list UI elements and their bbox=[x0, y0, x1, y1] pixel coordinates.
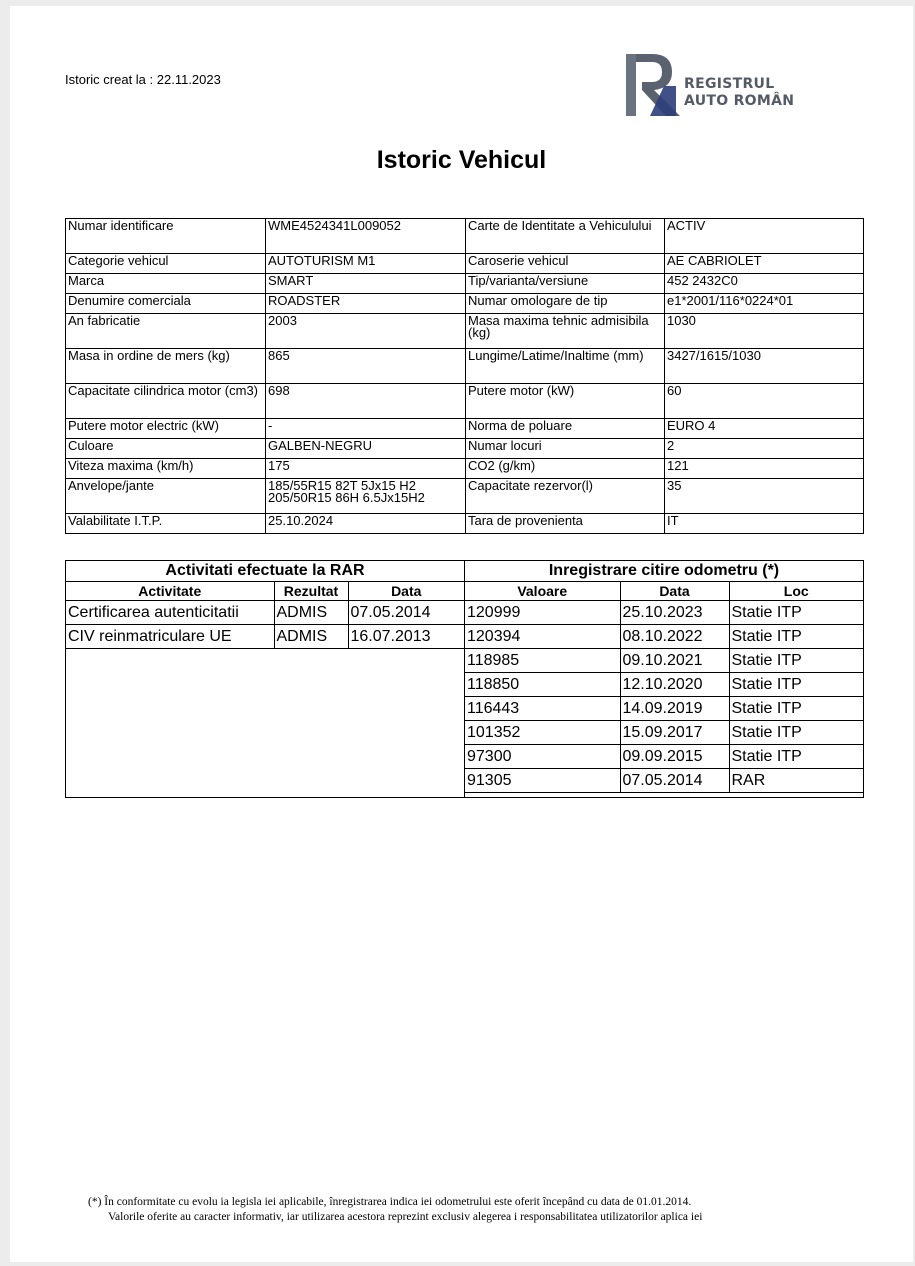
odometer-cell: Statie ITP bbox=[729, 649, 863, 673]
info-label: Capacitate cilindrica motor (cm3) bbox=[66, 384, 266, 419]
odometer-cell: Statie ITP bbox=[729, 697, 863, 721]
odometer-header: Data bbox=[620, 582, 729, 601]
info-row bbox=[66, 274, 864, 294]
info-label: Lungime/Latime/Inaltime (mm) bbox=[466, 349, 665, 384]
info-label: Capacitate rezervor(l) bbox=[466, 479, 665, 514]
page-title: Istoric Vehicul bbox=[376, 146, 547, 174]
info-value: 175 bbox=[266, 459, 466, 479]
activities-header: Rezultat bbox=[274, 582, 348, 601]
info-label: Tip/varianta/versiune bbox=[466, 274, 665, 294]
info-value: 35 bbox=[664, 479, 863, 514]
info-label: Numar identificare bbox=[66, 219, 266, 254]
odometer-section bbox=[465, 561, 863, 797]
odometer-cell: 12.10.2020 bbox=[620, 673, 729, 697]
activities-header: Activitate bbox=[66, 582, 274, 601]
odometer-cell: 25.10.2023 bbox=[620, 601, 729, 625]
info-label: Masa in ordine de mers (kg) bbox=[66, 349, 266, 384]
info-value: 698 bbox=[266, 384, 466, 419]
activities-cell: ADMIS bbox=[274, 601, 348, 625]
info-label: Carte de Identitate a Vehiculului bbox=[466, 219, 665, 254]
activities-cell: CIV reinmatriculare UE bbox=[66, 625, 274, 649]
activities-cell: ADMIS bbox=[274, 625, 348, 649]
odometer-cell: 08.10.2022 bbox=[620, 625, 729, 649]
activities-title: Activitati efectuate la RAR bbox=[66, 561, 464, 582]
odometer-header: Valoare bbox=[465, 582, 620, 601]
odometer-cell: 118850 bbox=[465, 673, 620, 697]
vehicle-info-table bbox=[65, 218, 864, 534]
info-label: Norma de poluare bbox=[466, 419, 665, 439]
odometer-cell: 101352 bbox=[465, 721, 620, 745]
info-value: 60 bbox=[664, 384, 863, 419]
info-value: - bbox=[266, 419, 466, 439]
info-value: GALBEN-NEGRU bbox=[266, 439, 466, 459]
info-label: Denumire comerciala bbox=[66, 294, 266, 314]
info-label: An fabricatie bbox=[66, 314, 266, 349]
info-row bbox=[66, 439, 864, 459]
odometer-cell: 14.09.2019 bbox=[620, 697, 729, 721]
info-label: Putere motor electric (kW) bbox=[66, 419, 266, 439]
odometer-cell: 09.10.2021 bbox=[620, 649, 729, 673]
odometer-cell: Statie ITP bbox=[729, 721, 863, 745]
activities-cell: Certificarea autenticitatii bbox=[66, 601, 274, 625]
info-row bbox=[66, 349, 864, 384]
table-row bbox=[66, 625, 464, 649]
info-value: EURO 4 bbox=[664, 419, 863, 439]
info-row bbox=[66, 254, 864, 274]
info-label: Numar omologare de tip bbox=[466, 294, 665, 314]
info-value: ROADSTER bbox=[266, 294, 466, 314]
odometer-cell: 116443 bbox=[465, 697, 620, 721]
table-row bbox=[465, 673, 863, 697]
info-label: Masa maxima tehnic admisibila (kg) bbox=[466, 314, 665, 349]
activities-header: Data bbox=[348, 582, 464, 601]
info-value: 2 bbox=[664, 439, 863, 459]
info-row bbox=[66, 479, 864, 514]
info-label: CO2 (g/km) bbox=[466, 459, 665, 479]
odometer-cell: 15.09.2017 bbox=[620, 721, 729, 745]
info-row bbox=[66, 314, 864, 349]
activities-cell: 07.05.2014 bbox=[348, 601, 464, 625]
info-value: WME4524341L009052 bbox=[266, 219, 466, 254]
rar-logo bbox=[624, 46, 834, 120]
rar-logo-icon bbox=[624, 46, 684, 120]
info-value: e1*2001/116*0224*01 bbox=[664, 294, 863, 314]
odometer-header: Loc bbox=[729, 582, 863, 601]
info-label: Numar locuri bbox=[466, 439, 665, 459]
table-row bbox=[465, 769, 863, 793]
table-row bbox=[465, 601, 863, 625]
table-row bbox=[465, 649, 863, 673]
odometer-cell: 07.05.2014 bbox=[620, 769, 729, 793]
info-value: 25.10.2024 bbox=[266, 514, 466, 534]
document-page bbox=[10, 6, 913, 1262]
info-value: 185/55R15 82T 5Jx15 H2 205/50R15 86H 6.5Jx15H2 bbox=[266, 479, 466, 514]
odometer-cell: 120999 bbox=[465, 601, 620, 625]
footnote: (*) În conformitate cu evolu ia legisla iei aplicabile, înregistrarea indica iei odometrului este oferit începând cu data de 01.01.2014. Valorile oferite au caracter informativ, iar utilizarea acestora reprezint exclusiv alegerea i responsabilitatea utilizatorilor aplica iei bbox=[88, 1196, 703, 1223]
rar-logo-text: REGISTRUL AUTO ROMÂN bbox=[684, 76, 795, 109]
table-row bbox=[465, 697, 863, 721]
info-label: Tara de provenienta bbox=[466, 514, 665, 534]
activities-section bbox=[66, 561, 465, 797]
odometer-cell: Statie ITP bbox=[729, 745, 863, 769]
info-row bbox=[66, 294, 864, 314]
odometer-cell: Statie ITP bbox=[729, 673, 863, 697]
info-value: 3427/1615/1030 bbox=[664, 349, 863, 384]
odometer-cell: 09.09.2015 bbox=[620, 745, 729, 769]
info-value: 865 bbox=[266, 349, 466, 384]
odometer-cell: Statie ITP bbox=[729, 625, 863, 649]
info-value: AE CABRIOLET bbox=[664, 254, 863, 274]
info-value: SMART bbox=[266, 274, 466, 294]
odometer-table bbox=[465, 582, 863, 793]
info-row bbox=[66, 459, 864, 479]
info-value: 121 bbox=[664, 459, 863, 479]
table-row bbox=[465, 625, 863, 649]
info-value: AUTOTURISM M1 bbox=[266, 254, 466, 274]
info-value: 1030 bbox=[664, 314, 863, 349]
info-label: Viteza maxima (km/h) bbox=[66, 459, 266, 479]
info-label: Valabilitate I.T.P. bbox=[66, 514, 266, 534]
info-label: Putere motor (kW) bbox=[466, 384, 665, 419]
info-row bbox=[66, 384, 864, 419]
odometer-cell: RAR bbox=[729, 769, 863, 793]
info-value: IT bbox=[664, 514, 863, 534]
odometer-cell: 118985 bbox=[465, 649, 620, 673]
odometer-cell: 91305 bbox=[465, 769, 620, 793]
info-value: 452 2432C0 bbox=[664, 274, 863, 294]
table-row bbox=[66, 601, 464, 625]
odometer-cell: Statie ITP bbox=[729, 601, 863, 625]
info-label: Categorie vehicul bbox=[66, 254, 266, 274]
activities-cell: 16.07.2013 bbox=[348, 625, 464, 649]
info-row bbox=[66, 419, 864, 439]
info-row bbox=[66, 219, 864, 254]
bottom-section bbox=[65, 560, 864, 798]
info-label: Culoare bbox=[66, 439, 266, 459]
table-row bbox=[465, 721, 863, 745]
info-value: ACTIV bbox=[664, 219, 863, 254]
table-row bbox=[465, 745, 863, 769]
odometer-title: Inregistrare citire odometru (*) bbox=[465, 561, 863, 582]
odometer-cell: 120394 bbox=[465, 625, 620, 649]
activities-table bbox=[66, 582, 464, 649]
info-row bbox=[66, 514, 864, 534]
created-date: Istoric creat la : 22.11.2023 bbox=[65, 72, 221, 87]
odometer-cell: 97300 bbox=[465, 745, 620, 769]
info-label: Anvelope/jante bbox=[66, 479, 266, 514]
info-label: Marca bbox=[66, 274, 266, 294]
info-value: 2003 bbox=[266, 314, 466, 349]
info-label: Caroserie vehicul bbox=[466, 254, 665, 274]
